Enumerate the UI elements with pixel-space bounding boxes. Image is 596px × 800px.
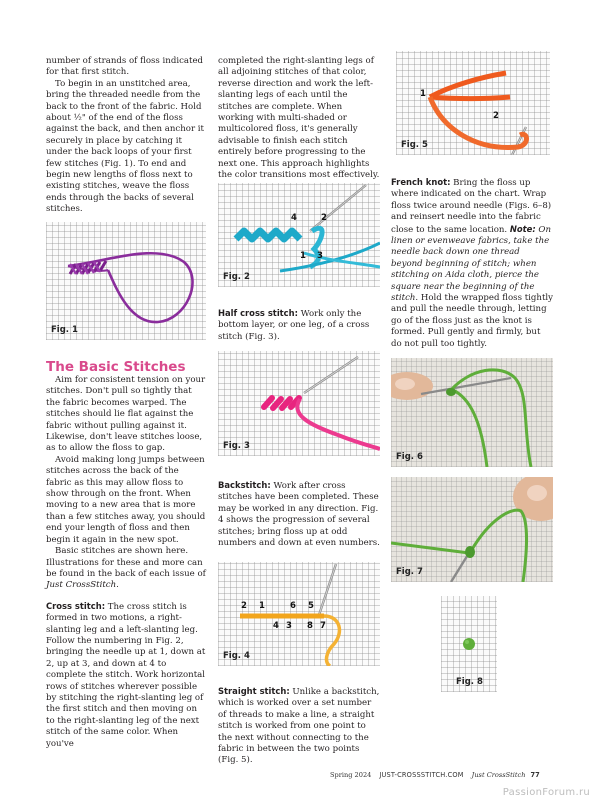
- column-2: [218, 56, 380, 181]
- figure-label: Fig. 8: [456, 677, 483, 687]
- stitch-number: 2: [493, 111, 499, 121]
- figure-label: Fig. 7: [396, 567, 423, 577]
- figure-8: [441, 596, 497, 692]
- stitch-number: 1: [300, 251, 306, 261]
- fig6-green-floss-hands: [391, 358, 553, 467]
- footer-magazine: Just CrossStitch: [471, 771, 526, 779]
- page-footer: [330, 771, 540, 779]
- figure-label: Fig. 1: [51, 325, 78, 335]
- figure-label: Fig. 2: [223, 272, 250, 282]
- stitch-number: 2: [241, 601, 247, 611]
- column-1-lower: [46, 360, 206, 750]
- column-2-backstitch: [218, 480, 380, 549]
- section-heading: The Basic Stitches: [46, 359, 186, 375]
- column-1: [46, 56, 206, 216]
- figure-label: Fig. 4: [223, 651, 250, 661]
- paragraph-cross-stitch: Cross stitch: The cross stitch is formed in two motions, a right-slanting leg and a left-slanting leg. Follow the numbering in Fig. 2, bringing the needle up at 1, down at 2, up at 3, and down at 4 to complete the stitch. Work horizontal rows of stitches wherever possible by stitching the right-slanting leg of the first stitch and then moving on to the right-slanting leg of the next stitch of the same color. When you've: [46, 600, 206, 749]
- watermark: PassionForum.ru: [502, 787, 590, 798]
- paragraph: Basic stitches are shown here. Illustrations for these and more can be found in the back of each issue of Just CrossStitch.: [46, 546, 206, 591]
- paragraph-half-cross: Half cross stitch: Work only the bottom layer, or one leg, of a cross stitch (Fig. 3).: [218, 308, 370, 342]
- stitch-number: 7: [320, 621, 326, 631]
- stitch-number: 8: [307, 621, 313, 631]
- column-2-half-cross: [218, 308, 380, 343]
- page-number: 77: [530, 771, 540, 779]
- stitch-number: 4: [273, 621, 279, 631]
- paragraph: Aim for consistent tension on your stitches. Don't pull so tightly that the fabric becomes warped. The stitches should lie flat against the fabric without pulling against it. Likewise, don't leave stitches loose, as to allow the floss to gap.: [46, 375, 206, 454]
- paragraph: completed the right-slanting legs of all adjoining stitches of that color, reverse direction and work the left-slanting legs of each until the stitches are complete. When working with multi-shaded or multicolored floss, it's generally advisable to finish each stitch entirely before progressing to the next one. This approach highlights the color transitions most effectively.: [218, 56, 380, 181]
- figure-3: [218, 351, 380, 456]
- figure-4: [218, 562, 380, 666]
- column-2-straight: [218, 686, 380, 767]
- stitch-number: 3: [317, 251, 323, 261]
- figure-5: [396, 51, 550, 155]
- footer-issue: Spring 2024: [330, 771, 372, 779]
- paragraph-french-knot: French knot: Bring the floss up where indicated on the chart. Wrap floss twice around needle (Figs. 6–8) and reinsert needle into the fabric close to the same location. Note: On linen or evenweave fabrics, take the needle back down one thread beyond beginning of stitch; when stitching on Aida cloth, pierce the square near the beginning of the stitch. Hold the wrapped floss tightly and pull the needle through, letting go of the floss just as the knot is formed. Pull gently and firmly, but do not pull too tightly.: [391, 177, 554, 349]
- figure-7: [391, 477, 553, 582]
- stitch-number: 6: [290, 601, 296, 611]
- fig1-purple-floss: [46, 222, 206, 340]
- figure-6: [391, 358, 553, 467]
- stitch-number: 4: [291, 213, 297, 223]
- stitch-number: 3: [286, 621, 292, 631]
- paragraph-straight-stitch: Straight stitch: Unlike a backstitch, which is worked over a set number of threads to make a line, a straight stitch is worked from one point to the next without connecting to the fabric in between the two points (Fig. 5).: [218, 686, 380, 766]
- column-3: [391, 177, 553, 350]
- paragraph: To begin in an unstitched area, bring the threaded needle from the back to the front of the fabric. Hold about ½" of the end of the floss against the back, and then anchor it securely in place by catching it under the back loops of your first few stitches (Fig. 1). To end and begin new lengths of floss next to existing stitches, weave the floss ends through the backs of several stitches.: [46, 78, 204, 215]
- stitch-number: 2: [321, 213, 327, 223]
- figure-1: [46, 222, 206, 340]
- figure-label: Fig. 5: [401, 140, 428, 150]
- stitch-number: 1: [259, 601, 265, 611]
- paragraph: Avoid making long jumps between stitches across the back of the fabric as this may allow floss to show through on the front. When moving to a new area that is more than a few stitches away, you should end your length of floss and then begin it again in the new spot.: [46, 454, 206, 545]
- paragraph: number of strands of floss indicated for that first stitch.: [46, 56, 204, 78]
- stitch-number: 5: [308, 601, 314, 611]
- figure-label: Fig. 3: [223, 441, 250, 451]
- paragraph-backstitch: Backstitch: Work after cross stitches have been completed. These may be worked in any direction. Fig. 4 shows the progression of several stitches; bring floss up at odd numbers and down at even numbers.: [218, 480, 380, 549]
- stitch-number: 1: [420, 89, 426, 99]
- footer-site: JUST-CROSSSTITCH.COM: [379, 771, 464, 779]
- figure-2: [218, 183, 380, 287]
- figure-label: Fig. 6: [396, 452, 423, 462]
